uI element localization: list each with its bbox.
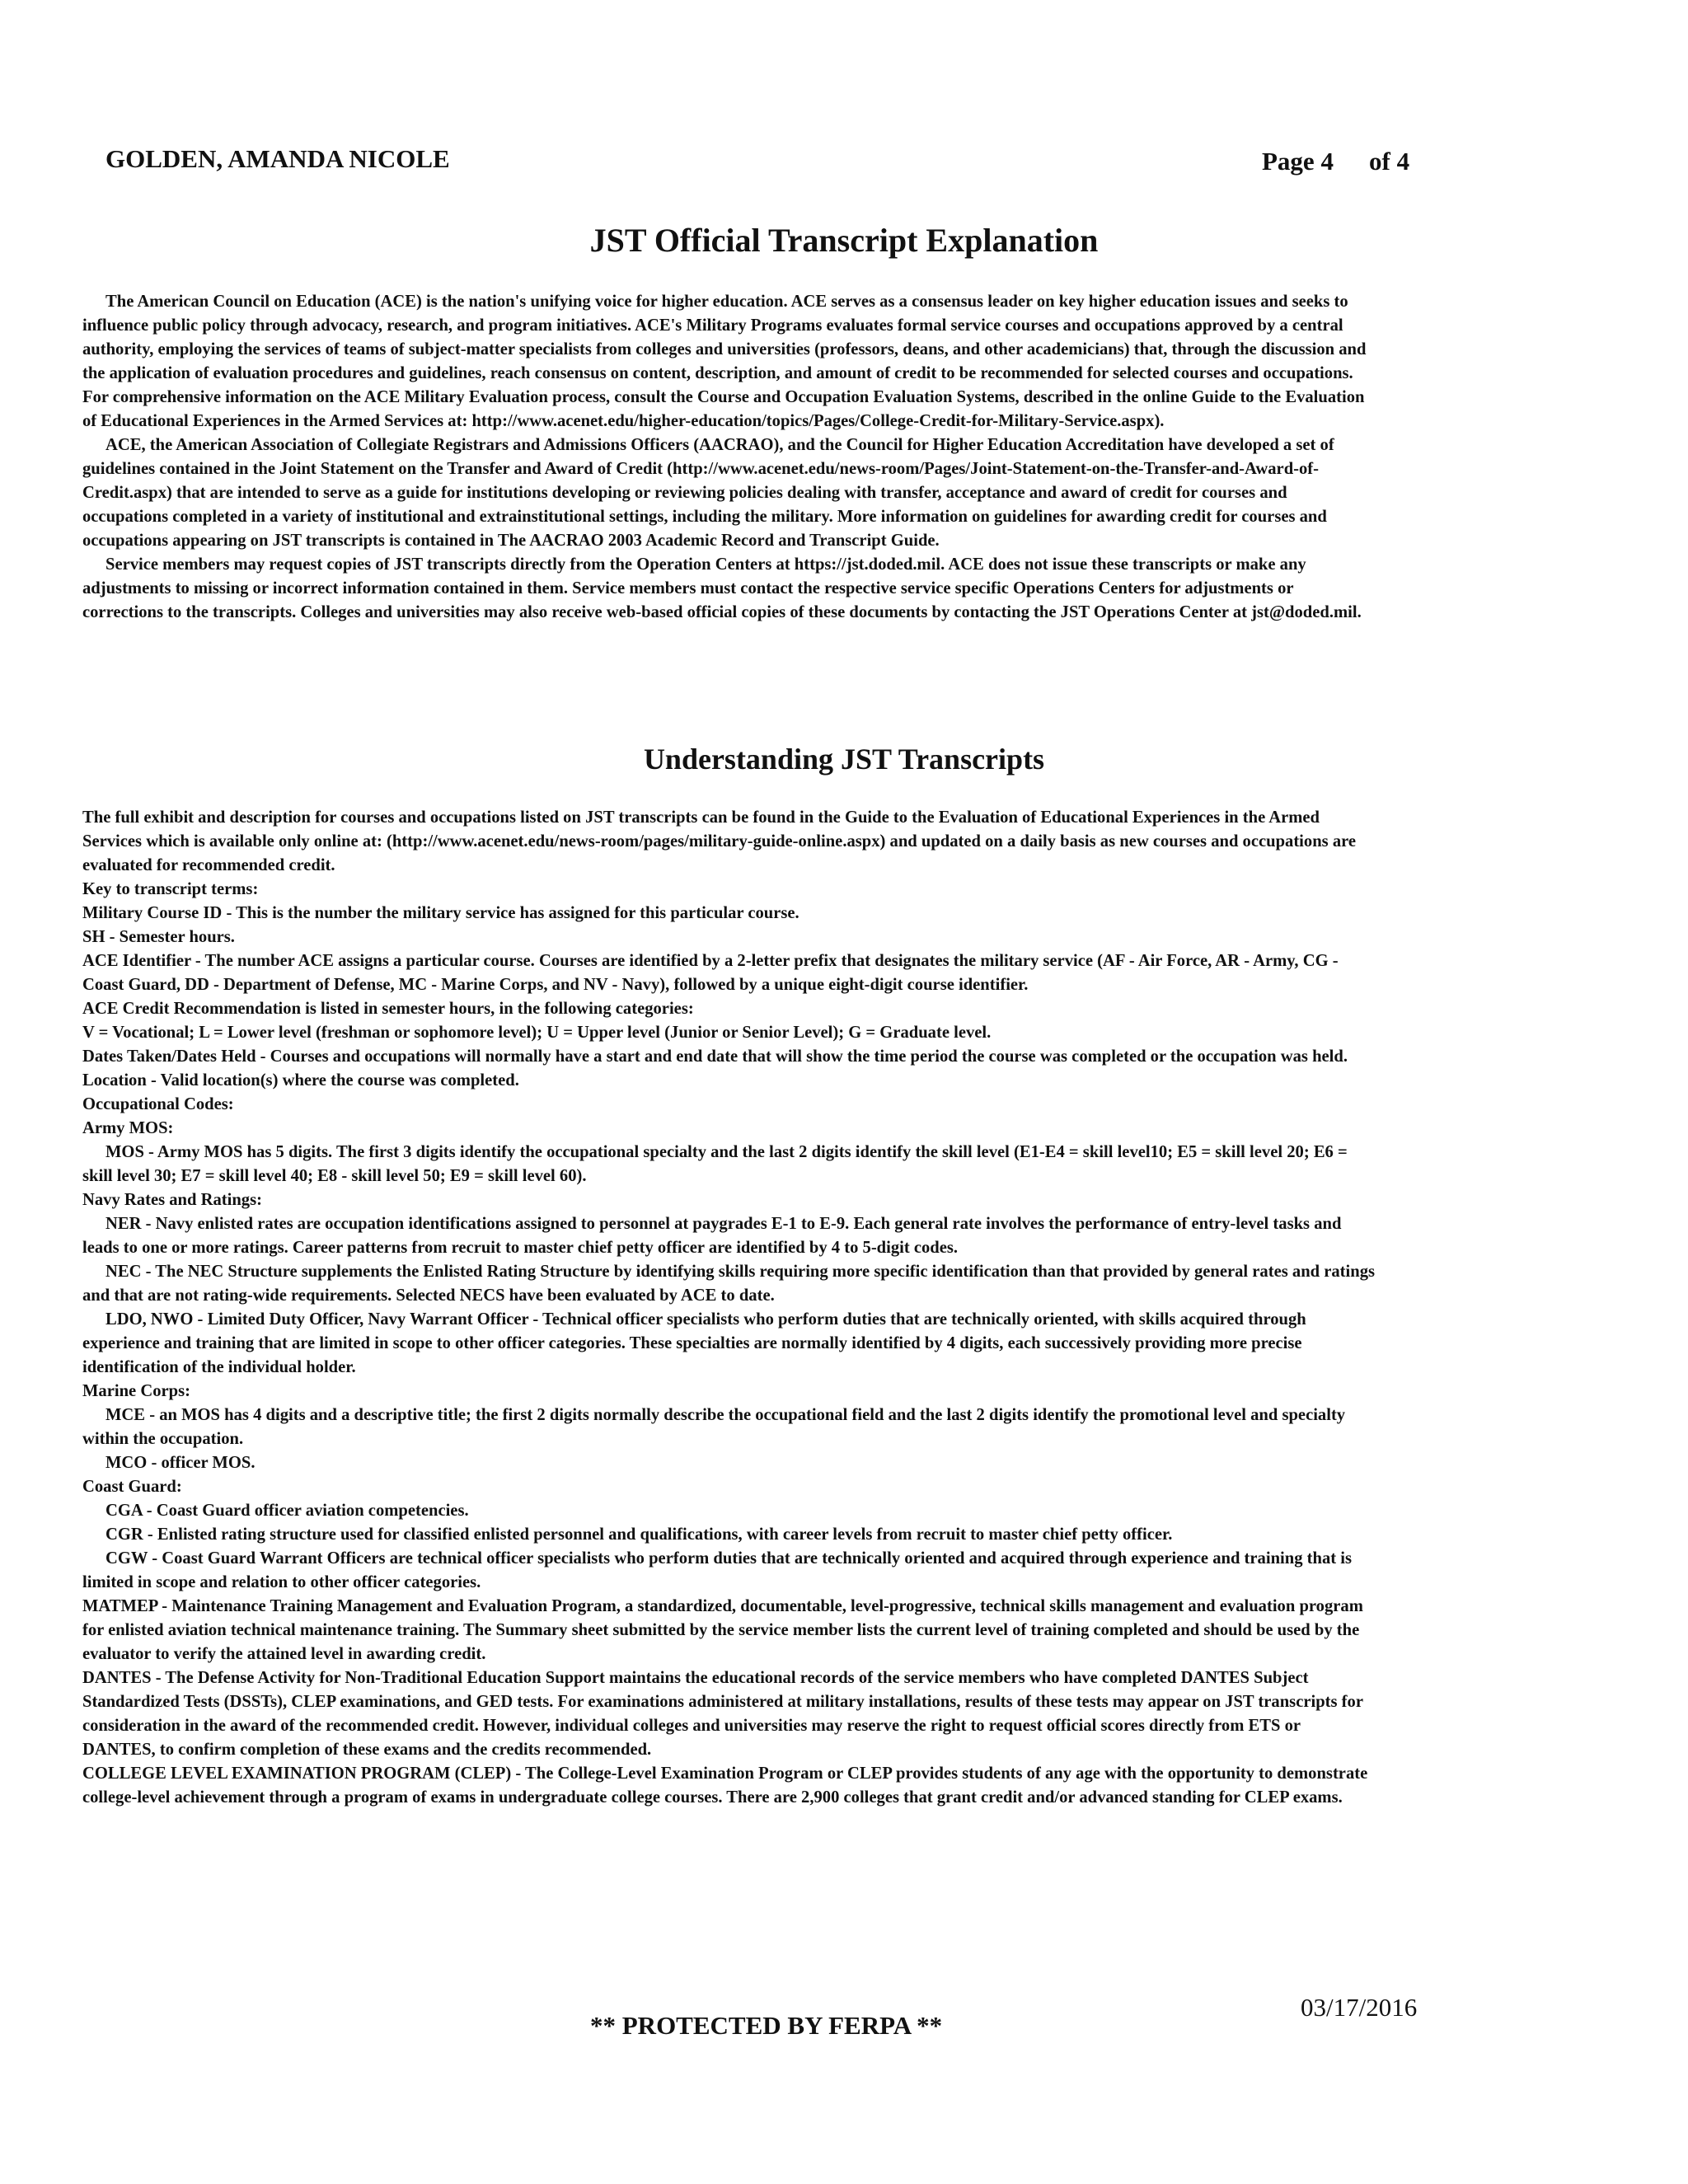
term-dantes: DANTES - The Defense Activity for Non-Traditional Education Support maintains the educational records of the service members who have completed DANTES Subject Standardized Tests (DSSTs), CLEP examinations, and GED tests. For examinations administered at military installations, results of these tests may appear on JST transcripts for consideration in the award of the recommended credit. However, individual colleges and universities may reserve the right to request official scores directly from ETS or DANTES, to confirm completion of these exams and the credits recommended. [82, 1669, 1363, 1759]
term-sh: SH - Semester hours. [82, 928, 235, 946]
student-name: GOLDEN, AMANDA NICOLE [106, 144, 450, 173]
term-matmep: MATMEP - Maintenance Training Management and Evaluation Program, a standardized, documentable, level-progressive, technical skills management and evaluation program for enlisted aviation technical maintenance training. The Summary sheet submitted by the service member lists the current level of training completed and should be used by the evaluator to verify the attained level in awarding credit. [82, 1597, 1363, 1663]
occupational-codes-heading: Occupational Codes: [82, 1095, 234, 1113]
section-title-jst-explanation: JST Official Transcript Explanation [589, 222, 1099, 259]
paragraph-service-members: Service members may request copies of JST transcripts directly from the Operation Centers at https://jst.doded.mil. ACE does not issue these transcripts or make any adjustments to missing or incorrect information contained in them. Service members must contact the respective service specific Operations Centers for adjustments or corrections to the transcripts. Colleges and universities may also receive web-based official copies of these documents by contacting the JST Operations Center at jst@doded.mil. [82, 555, 1362, 621]
army-heading: Army MOS: [82, 1119, 174, 1137]
term-mce: MCE - an MOS has 4 digits and a descriptive title; the first 2 digits normally describe the occupational field and the last 2 digits identify the promotional level and specialty within the occupation. [82, 1406, 1346, 1448]
term-credit-recommendation: ACE Credit Recommendation is listed in semester hours, in the following categories: [82, 1000, 694, 1018]
term-cgw: CGW - Coast Guard Warrant Officers are technical officer specialists who perform duties that are technically oriented and acquired through experience and training that is limited in scope and relation to other officer categories. [82, 1549, 1353, 1591]
print-date: 03/17/2016 [1301, 1993, 1418, 2022]
term-course-id: Military Course ID - This is the number the military service has assigned for this particular course. [82, 904, 799, 922]
term-ace-identifier: ACE Identifier - The number ACE assigns a particular course. Courses are identified by a 2-letter prefix that designates the military service (AF - Air Force, AR - Army, CG - Coast Guard, DD - Department of Defense, MC - Marine Corps, and NV - Navy), followed by a unique eight-digit course identifier. [82, 952, 1339, 994]
navy-heading: Navy Rates and Ratings: [82, 1191, 262, 1209]
term-clep: COLLEGE LEVEL EXAMINATION PROGRAM (CLEP) - The College-Level Examination Program or CLEP provides students of any age with the opportunity to demonstrate college-level achievement through a program of exams in undergraduate college courses. There are 2,900 colleges that grant credit and/or advanced standing for CLEP exams. [82, 1765, 1368, 1807]
term-cga: CGA - Coast Guard officer aviation competencies. [106, 1502, 469, 1520]
term-location: Location - Valid location(s) where the course was completed. [82, 1071, 519, 1090]
term-dates: Dates Taken/Dates Held - Courses and occupations will normally have a start and end date that will show the time period the course was completed or the occupation was held. [82, 1047, 1348, 1066]
section-body-jst-explanation [82, 290, 1376, 625]
page-total: of 4 [1369, 147, 1410, 176]
coast-guard-heading: Coast Guard: [82, 1478, 182, 1496]
term-ner: NER - Navy enlisted rates are occupation identifications assigned to personnel at paygrades E-1 to E-9. Each general rate involves the performance of entry-level tasks and leads to one or more ratings. Career patterns from recruit to master chief petty officer are identified by 4 to 5-digit codes. [82, 1215, 1342, 1257]
term-categories: V = Vocational; L = Lower level (freshman or sophomore level); U = Upper level (Junior or Senior Level); G = Graduate level. [82, 1024, 992, 1042]
section-title-understanding: Understanding JST Transcripts [643, 743, 1045, 776]
page-number: Page 4 [1262, 147, 1334, 176]
term-nec: NEC - The NEC Structure supplements the Enlisted Rating Structure by identifying skills requiring more specific identification than that provided by general rates and ratings and that are not rating-wide requirements. Selected NECS have been evaluated by ACE to date. [82, 1263, 1376, 1305]
paragraph-intro: The full exhibit and description for courses and occupations listed on JST transcripts can be found in the Guide to the Evaluation of Educational Experiences in the Armed Services which is available only online at: (http://www.acenet.edu/news-room/pages/military-guide-online.aspx) and updated on a daily basis as new courses and occupations are evaluated for recommended credit. [82, 808, 1357, 874]
marine-heading: Marine Corps: [82, 1382, 190, 1400]
key-heading: Key to transcript terms: [82, 880, 259, 898]
ferpa-notice: ** PROTECTED BY FERPA ** [590, 2011, 943, 2040]
paragraph-ace: The American Council on Education (ACE) is the nation's unifying voice for higher education. ACE serves as a consensus leader on key higher education issues and seeks to influence public policy through advocacy, research, and program initiatives. ACE's Military Programs evaluates formal service courses and occupations approved by a central authority, employing the services of teams of subject-matter specialists from colleges and universities (professors, deans, and other academicians) that, through the discussion and the application of evaluation procedures and guidelines, reach consensus on content, description, and amount of credit to be recommended for selected courses and occupations. For comprehensive information on the ACE Military Evaluation process, consult the Course and Occupation Evaluation Systems, described in the online Guide to the Evaluation of Educational Experiences in the Armed Services at: http://www.acenet.edu/higher-education/topics/Pages/College-Credit-for-Military-Service.aspx). [82, 293, 1367, 430]
section-body-understanding [82, 806, 1376, 1810]
term-ldo-nwo: LDO, NWO - Limited Duty Officer, Navy Warrant Officer - Technical officer specialists who perform duties that are technically oriented, with skills acquired through experience and training that are limited in scope to other officer categories. These specialties are normally identified by 4 digits, each successively providing more precise identification of the individual holder. [82, 1310, 1306, 1376]
term-army-mos: MOS - Army MOS has 5 digits. The first 3 digits identify the occupational specialty and the last 2 digits identify the skill level (E1-E4 = skill level10; E5 = skill level 20; E6 = skill level 30; E7 = skill level 40; E8 - skill level 50; E9 = skill level 60). [82, 1143, 1348, 1185]
paragraph-aacrao: ACE, the American Association of Collegiate Registrars and Admissions Officers (AACRAO), and the Council for Higher Education Accreditation have developed a set of guidelines contained in the Joint Statement on the Transfer and Award of Credit (http://www.acenet.edu/news-room/Pages/Joint-Statement-on-the-Transfer-and-Award-of-Credit.aspx) that are intended to serve as a guide for institutions developing or reviewing policies dealing with transfer, acceptance and award of credit for courses and occupations completed in a variety of institutional and extrainstitutional settings, including the military. More information on guidelines for awarding credit for courses and occupations appearing on JST transcripts is contained in The AACRAO 2003 Academic Record and Transcript Guide. [82, 436, 1334, 550]
term-mco: MCO - officer MOS. [106, 1454, 256, 1472]
term-cgr: CGR - Enlisted rating structure used for classified enlisted personnel and qualifications, with career levels from recruit to master chief petty officer. [106, 1526, 1173, 1544]
